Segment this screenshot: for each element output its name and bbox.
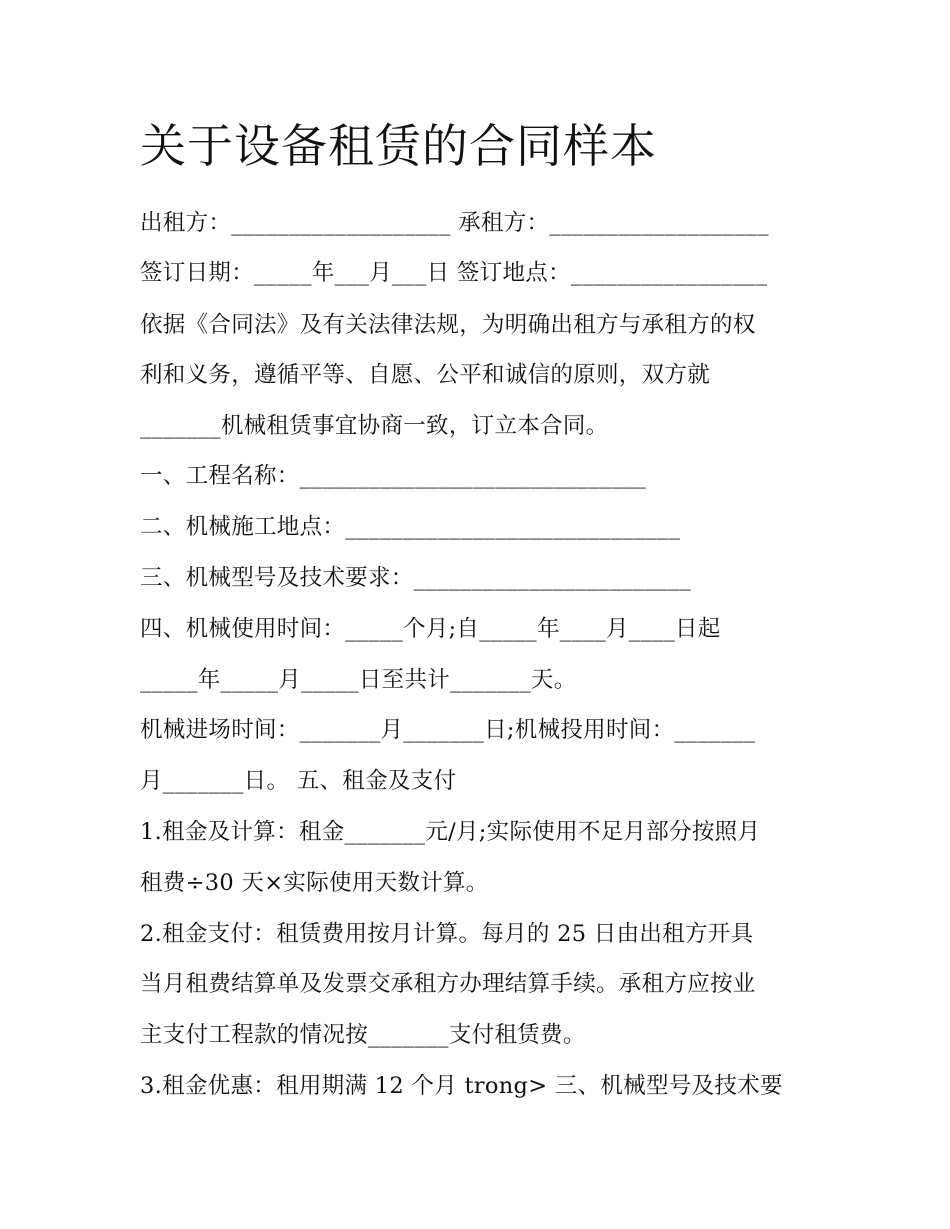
clause-rent-payment-1: 2.租金支付：租赁费用按月计算。每月的 25 日由出租方开具 <box>140 921 754 947</box>
clause-entry-time-1: 机械进场时间：_______月_______日;机械投用时间：_______ <box>140 717 756 743</box>
clause-rent-payment-3: 主支付工程款的情况按_______支付租赁费。 <box>140 1022 586 1048</box>
clause-rent-calc-1: 1.租金及计算：租金_______元/月;实际使用不足月部分按照月 <box>140 819 761 845</box>
clause-site-location: 二、机械施工地点：_____________________________ <box>140 514 681 540</box>
clause-rent-payment-2: 当月租费结算单及发票交承租方办理结算手续。承租方应按业 <box>140 971 756 997</box>
preamble-line-1: 依据《合同法》及有关法律法规，为明确出租方与承租方的权 <box>140 312 756 338</box>
clause-rent-calc-2: 租费÷30 天×实际使用天数计算。 <box>140 870 489 896</box>
clause-project-name: 一、工程名称：______________________________ <box>140 463 647 489</box>
clause-usage-time-1: 四、机械使用时间：_____个月;自_____年____月____日起 <box>140 616 721 642</box>
clause-rent-discount: 3.租金优惠：租用期满 12 个月 trong> 三、机械型号及技术要 <box>140 1073 783 1099</box>
clause-usage-time-2: _____年_____月_____日至共计_______天。 <box>140 667 577 693</box>
preamble-line-3: _______机械租赁事宜协商一致，订立本合同。 <box>140 413 609 439</box>
signing-info-line: 签订日期：_____年___月___日 签订地点：_________________ <box>140 260 768 286</box>
document-title: 关于设备租赁的合同样本 <box>140 119 657 173</box>
clause-machine-model: 三、机械型号及技术要求：________________________ <box>140 565 691 591</box>
parties-line: 出租方：___________________ 承租方：___________________ <box>140 210 769 236</box>
clause-entry-time-2: 月_______日。 五、租金及支付 <box>140 768 457 794</box>
preamble-line-2: 利和义务，遵循平等、自愿、公平和诚信的原则，双方就 <box>140 362 711 388</box>
